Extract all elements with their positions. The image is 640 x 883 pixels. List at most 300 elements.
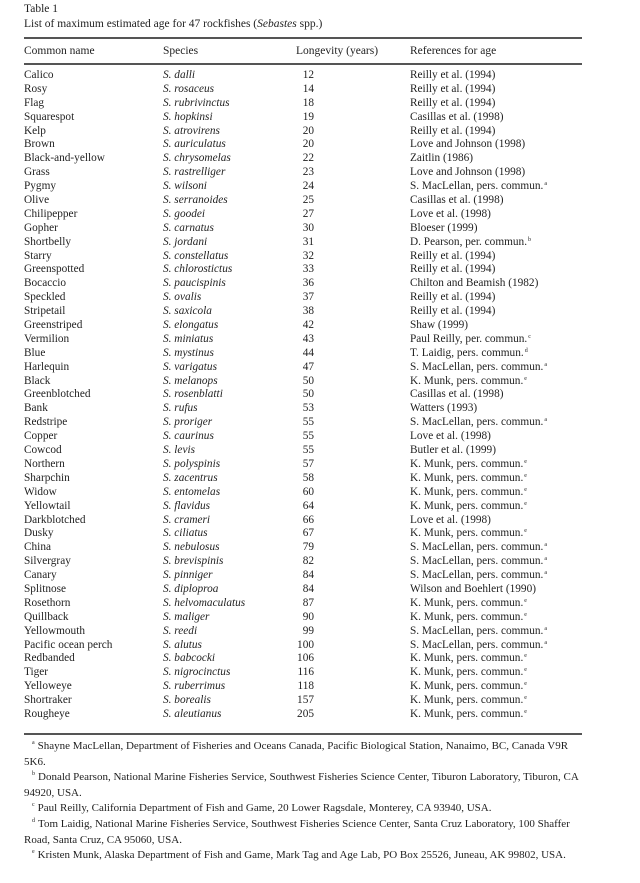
cell-reference — [410, 125, 495, 139]
cell-reference — [410, 639, 547, 653]
table-footnotes — [24, 739, 590, 864]
footnote — [24, 817, 590, 848]
cell-longevity: 22 — [302, 152, 314, 165]
cell-longevity: 57 — [302, 457, 314, 470]
reference-text: S. MacLellan, pers. commun. — [410, 624, 544, 637]
caption-prefix: List of maximum estimated age for 47 rockfishes ( — [24, 18, 258, 30]
cell-common-name: Northern — [24, 457, 65, 470]
cell-species: S. diploproa — [163, 582, 219, 595]
footnote-marker: e — [524, 472, 527, 479]
footnote-marker: a — [544, 625, 548, 632]
cell-reference — [410, 555, 547, 569]
cell-species: S. babcocki — [163, 652, 216, 665]
reference-text: Love et al. (1998) — [410, 430, 491, 443]
cell-reference — [410, 333, 531, 347]
footnote-marker: e — [524, 653, 527, 660]
cell-longevity: 38 — [302, 305, 314, 318]
reference-text: Love and Johnson (1998) — [410, 138, 526, 151]
cell-common-name: Stripetail — [24, 305, 66, 318]
cell-reference — [410, 472, 527, 486]
footnote — [24, 739, 590, 770]
cell-longevity: 30 — [302, 221, 314, 234]
cell-species: S. hopkinsi — [163, 110, 213, 123]
cell-species: S. nebulosus — [163, 541, 220, 554]
cell-reference — [410, 375, 527, 389]
cell-species: S. levis — [163, 444, 195, 457]
table-row — [0, 375, 640, 389]
table-row — [0, 694, 640, 708]
cell-species: S. auriculatus — [163, 138, 226, 151]
footnote-text: Tom Laidig, National Marine Fisheries Service, Southwest Fisheries Science Center, Santa Cruz Laboratory, 100 Shaffer Road, Santa Cruz, CA 95060, USA. — [24, 817, 570, 846]
footnote-marker: a — [544, 417, 548, 424]
reference-text: Reilly et al. (1994) — [410, 69, 496, 81]
cell-common-name: Shortbelly — [24, 235, 72, 248]
reference-text: K. Munk, pers. commun. — [410, 471, 524, 484]
cell-common-name: Quillback — [24, 610, 69, 623]
reference-text: S. MacLellan, pers. commun. — [410, 180, 544, 193]
footnote-mark: c — [32, 802, 35, 809]
cell-longevity: 42 — [302, 319, 314, 332]
reference-text: Shaw (1999) — [410, 319, 469, 332]
cell-longevity: 55 — [302, 416, 314, 429]
cell-reference — [410, 652, 527, 666]
footnote-marker: a — [544, 361, 548, 368]
cell-longevity: 157 — [297, 694, 314, 707]
cell-longevity: 82 — [302, 555, 314, 568]
cell-reference — [410, 708, 527, 722]
reference-text: Casillas et al. (1998) — [410, 110, 504, 123]
cell-common-name: China — [24, 541, 51, 554]
footnote-marker: e — [524, 375, 527, 382]
footnote-text: Paul Reilly, California Department of Fish and Game, 20 Lower Ragsdale, Monterey, CA 93940, USA. — [37, 802, 492, 815]
table-row — [0, 208, 640, 222]
cell-species: S. saxicola — [163, 305, 212, 318]
table-row — [0, 277, 640, 291]
footnote-marker: e — [524, 667, 527, 674]
table-row — [0, 125, 640, 139]
reference-text: K. Munk, pers. commun. — [410, 707, 524, 720]
cell-species: S. atrovirens — [163, 124, 220, 137]
cell-reference — [410, 597, 527, 611]
cell-reference — [410, 180, 547, 194]
cell-common-name: Bank — [24, 402, 48, 415]
cell-common-name: Redstripe — [24, 416, 68, 429]
cell-reference — [410, 458, 527, 472]
cell-longevity: 55 — [302, 444, 314, 457]
reference-text: K. Munk, pers. commun. — [410, 457, 524, 470]
footnote-marker: d — [524, 347, 528, 354]
cell-longevity: 44 — [302, 346, 314, 359]
cell-species: S. rosaceus — [163, 82, 215, 95]
cell-species: S. aleutianus — [163, 707, 222, 720]
cell-species: S. brevispinis — [163, 555, 224, 568]
table-row — [0, 263, 640, 277]
cell-species: S. dalli — [163, 69, 196, 81]
cell-common-name: Black — [24, 374, 51, 387]
table-row — [0, 500, 640, 514]
cell-common-name: Starry — [24, 249, 52, 262]
cell-longevity: 50 — [302, 388, 314, 401]
cell-species: S. paucispinis — [163, 277, 226, 290]
cell-common-name: Calico — [24, 69, 54, 81]
cell-species: S. melanops — [163, 374, 218, 387]
cell-reference — [410, 430, 491, 444]
cell-species: S. miniatus — [163, 332, 214, 345]
footnote-marker: e — [524, 681, 527, 688]
reference-text: Reilly et al. (1994) — [410, 249, 496, 262]
cell-reference — [410, 291, 495, 305]
cell-common-name: Yelloweye — [24, 680, 72, 693]
footnote — [24, 848, 590, 864]
table-row — [0, 69, 640, 83]
table-row — [0, 625, 640, 639]
cell-longevity: 50 — [302, 374, 314, 387]
table-row — [0, 402, 640, 416]
footnote-marker: a — [544, 542, 548, 549]
cell-longevity: 43 — [302, 332, 314, 345]
table-row — [0, 472, 640, 486]
cell-species: S. rufus — [163, 402, 198, 415]
cell-common-name: Widow — [24, 485, 57, 498]
reference-text: K. Munk, pers. commun. — [410, 680, 524, 693]
cell-species: S. goodei — [163, 207, 206, 220]
reference-text: Reilly et al. (1994) — [410, 96, 496, 109]
table-row — [0, 180, 640, 194]
footnote — [24, 770, 590, 801]
cell-reference — [410, 250, 495, 264]
reference-text: S. MacLellan, pers. commun. — [410, 360, 544, 373]
reference-text: Bloeser (1999) — [410, 221, 478, 234]
reference-text: Watters (1993) — [410, 402, 478, 415]
cell-longevity: 23 — [302, 166, 314, 179]
cell-longevity: 66 — [302, 513, 314, 526]
footnote-mark: e — [32, 849, 35, 856]
cell-reference — [410, 666, 527, 680]
reference-text: Love et al. (1998) — [410, 513, 491, 526]
table-row — [0, 514, 640, 528]
table-row — [0, 138, 640, 152]
table-row — [0, 444, 640, 458]
table-row — [0, 708, 640, 722]
reference-text: Reilly et al. (1994) — [410, 124, 496, 137]
table-bottom-rule — [24, 733, 582, 735]
cell-common-name: Blue — [24, 346, 46, 359]
cell-species: S. carnatus — [163, 221, 214, 234]
cell-longevity: 36 — [302, 277, 314, 290]
table-caption — [24, 17, 322, 31]
footnote-marker: a — [544, 570, 548, 577]
table-row — [0, 166, 640, 180]
cell-species: S. chlorostictus — [163, 263, 233, 276]
reference-text: S. MacLellan, pers. commun. — [410, 569, 544, 582]
reference-text: K. Munk, pers. commun. — [410, 499, 524, 512]
cell-common-name: Yellowtail — [24, 499, 71, 512]
cell-longevity: 53 — [302, 402, 314, 415]
cell-species: S. elongatus — [163, 319, 219, 332]
cell-longevity: 106 — [297, 652, 314, 665]
footnote-marker: e — [524, 458, 527, 465]
table-row — [0, 97, 640, 111]
footnote-marker: e — [524, 500, 527, 507]
cell-common-name: Canary — [24, 569, 57, 582]
cell-species: S. varigatus — [163, 360, 217, 373]
table-row — [0, 347, 640, 361]
cell-longevity: 12 — [302, 69, 314, 81]
cell-reference — [410, 263, 495, 277]
reference-text: Casillas et al. (1998) — [410, 194, 504, 207]
table-row — [0, 486, 640, 500]
table-row — [0, 291, 640, 305]
cell-common-name: Tiger — [24, 666, 49, 679]
cell-species: S. constellatus — [163, 249, 229, 262]
cell-common-name: Splitnose — [24, 582, 67, 595]
cell-longevity: 205 — [297, 707, 314, 720]
cell-reference — [410, 166, 525, 180]
cell-reference — [410, 222, 477, 236]
table-row — [0, 639, 640, 653]
table-header-row — [0, 44, 640, 58]
table-row — [0, 222, 640, 236]
cell-species: S. pinniger — [163, 569, 213, 582]
table-row — [0, 111, 640, 125]
cell-common-name: Sharpchin — [24, 471, 70, 484]
footnote-text: Shayne MacLellan, Department of Fisheries and Oceans Canada, Pacific Biological Station, Nanaimo, BC, Canada V9R 5K6. — [24, 740, 569, 768]
table-row — [0, 152, 640, 166]
cell-common-name: Squarespot — [24, 110, 75, 123]
caption-genus: Sebastes — [257, 18, 297, 30]
table-row — [0, 333, 640, 347]
cell-species: S. alutus — [163, 638, 202, 651]
cell-longevity: 99 — [302, 624, 314, 637]
cell-common-name: Rosy — [24, 82, 48, 95]
footnote-text: Kristen Munk, Alaska Department of Fish and Game, Mark Tag and Age Lab, PO Box 25526, Juneau, AK 99802, USA. — [37, 849, 566, 862]
cell-species: S. zacentrus — [163, 471, 218, 484]
cell-reference — [410, 97, 495, 111]
cell-longevity: 27 — [302, 207, 314, 220]
cell-longevity: 19 — [302, 110, 314, 123]
cell-longevity: 20 — [302, 124, 314, 137]
cell-common-name: Pacific ocean perch — [24, 638, 113, 651]
cell-common-name: Vermilion — [24, 332, 70, 345]
cell-reference — [410, 694, 527, 708]
footnote-marker: a — [544, 556, 548, 563]
footnote-mark: d — [32, 817, 35, 824]
cell-reference — [410, 236, 531, 250]
cell-longevity: 25 — [302, 194, 314, 207]
table-row — [0, 236, 640, 250]
cell-reference — [410, 208, 491, 222]
cell-species: S. flavidus — [163, 499, 211, 512]
cell-reference — [410, 83, 495, 97]
footnote-mark: b — [32, 771, 35, 778]
reference-text: S. MacLellan, pers. commun. — [410, 555, 544, 568]
table-row — [0, 680, 640, 694]
cell-reference — [410, 402, 477, 416]
reference-text: K. Munk, pers. commun. — [410, 610, 524, 623]
reference-text: T. Laidig, pers. commun. — [410, 346, 524, 359]
cell-reference — [410, 625, 547, 639]
cell-common-name: Gopher — [24, 221, 58, 234]
cell-longevity: 87 — [302, 596, 314, 609]
reference-text: Reilly et al. (1994) — [410, 263, 496, 276]
footnote-marker: e — [524, 708, 527, 715]
cell-common-name: Brown — [24, 138, 55, 151]
cell-longevity: 24 — [302, 180, 314, 193]
cell-common-name: Chilipepper — [24, 207, 78, 220]
footnote — [24, 801, 590, 817]
cell-longevity: 32 — [302, 249, 314, 262]
cell-species: S. helvomaculatus — [163, 596, 246, 609]
reference-text: Reilly et al. (1994) — [410, 291, 496, 304]
cell-common-name: Greenstriped — [24, 319, 83, 332]
footnote-marker: c — [528, 333, 531, 340]
cell-common-name: Silvergray — [24, 555, 71, 568]
table-row — [0, 583, 640, 597]
cell-species: S. crameri — [163, 513, 211, 526]
cell-longevity: 58 — [302, 471, 314, 484]
cell-reference — [410, 152, 473, 166]
table-row — [0, 430, 640, 444]
caption-suffix: spp.) — [296, 18, 323, 30]
cell-longevity: 100 — [297, 638, 314, 651]
cell-reference — [410, 138, 525, 152]
footnote-marker: b — [528, 236, 532, 243]
reference-text: Love and Johnson (1998) — [410, 166, 526, 179]
cell-longevity: 55 — [302, 430, 314, 443]
cell-common-name: Pygmy — [24, 180, 57, 193]
cell-species: S. nigrocinctus — [163, 666, 231, 679]
cell-species: S. borealis — [163, 694, 211, 707]
cell-reference — [410, 319, 468, 333]
reference-text: Butler et al. (1999) — [410, 444, 496, 457]
cell-common-name: Speckled — [24, 291, 66, 304]
reference-text: K. Munk, pers. commun. — [410, 485, 524, 498]
cell-reference — [410, 486, 527, 500]
cell-species: S. rosenblatti — [163, 388, 223, 401]
reference-text: Casillas et al. (1998) — [410, 388, 504, 401]
reference-text: K. Munk, pers. commun. — [410, 694, 524, 707]
cell-common-name: Greenspotted — [24, 263, 85, 276]
cell-common-name: Greenblotched — [24, 388, 91, 401]
table-row — [0, 541, 640, 555]
cell-longevity: 118 — [297, 680, 314, 693]
cell-reference — [410, 388, 504, 402]
table-row — [0, 83, 640, 97]
table-row — [0, 666, 640, 680]
cell-reference — [410, 111, 504, 125]
cell-reference — [410, 444, 496, 458]
table-header-rule — [24, 63, 582, 65]
footnote-marker: a — [544, 181, 548, 188]
reference-text: K. Munk, pers. commun. — [410, 596, 524, 609]
cell-species: S. serranoides — [163, 194, 228, 207]
header-longevity: Longevity (years) — [296, 45, 379, 57]
table-row — [0, 319, 640, 333]
cell-common-name: Harlequin — [24, 360, 70, 373]
cell-reference — [410, 69, 495, 83]
cell-common-name: Bocaccio — [24, 277, 67, 290]
table-row — [0, 250, 640, 264]
table-row — [0, 569, 640, 583]
reference-text: K. Munk, pers. commun. — [410, 527, 524, 540]
reference-text: K. Munk, pers. commun. — [410, 666, 524, 679]
cell-species: S. chrysomelas — [163, 152, 231, 165]
table-body — [0, 69, 640, 722]
table-row — [0, 458, 640, 472]
footnote-marker: e — [524, 528, 527, 535]
cell-common-name: Redbanded — [24, 652, 75, 665]
cell-species: S. entomelas — [163, 485, 221, 498]
cell-reference — [410, 680, 527, 694]
cell-common-name: Yellowmouth — [24, 624, 85, 637]
table-row — [0, 361, 640, 375]
cell-longevity: 84 — [302, 569, 314, 582]
footnote-mark: a — [32, 740, 35, 746]
reference-text: Reilly et al. (1994) — [410, 305, 496, 318]
reference-text: Chilton and Beamish (1982) — [410, 277, 539, 290]
header-species: Species — [163, 45, 199, 57]
footnote-text: Donald Pearson, National Marine Fisheries Service, Southwest Fisheries Science Center, Tiburon Laboratory, Tiburon, CA 94920, USA. — [24, 771, 579, 799]
cell-common-name: Grass — [24, 166, 50, 179]
cell-species: S. ovalis — [163, 291, 202, 304]
cell-longevity: 18 — [302, 96, 314, 109]
cell-common-name: Dusky — [24, 527, 54, 540]
table-row — [0, 388, 640, 402]
cell-longevity: 31 — [302, 235, 314, 248]
table-top-rule — [24, 37, 582, 39]
cell-common-name: Black-and-yellow — [24, 152, 105, 165]
cell-common-name: Darkblotched — [24, 513, 86, 526]
cell-species: S. ruberrimus — [163, 680, 226, 693]
reference-text: S. MacLellan, pers. commun. — [410, 416, 544, 429]
cell-reference — [410, 514, 491, 528]
cell-species: S. maliger — [163, 610, 210, 623]
cell-longevity: 84 — [302, 582, 314, 595]
cell-species: S. rastrelliger — [163, 166, 226, 179]
reference-text: K. Munk, pers. commun. — [410, 374, 524, 387]
cell-species: S. proriger — [163, 416, 213, 429]
cell-longevity: 14 — [302, 82, 314, 95]
table-row — [0, 416, 640, 430]
reference-text: Love et al. (1998) — [410, 207, 491, 220]
cell-longevity: 116 — [297, 666, 314, 679]
cell-species: S. wilsoni — [163, 180, 207, 193]
cell-reference — [410, 277, 538, 291]
cell-reference — [410, 541, 547, 555]
cell-longevity: 79 — [302, 541, 314, 554]
cell-species: S. rubrivinctus — [163, 96, 230, 109]
cell-species: S. jordani — [163, 235, 208, 248]
cell-common-name: Olive — [24, 194, 50, 207]
cell-reference — [410, 583, 536, 597]
cell-common-name: Rosethorn — [24, 596, 71, 609]
reference-text: Zaitlin (1986) — [410, 152, 474, 165]
reference-text: D. Pearson, per. commun. — [410, 235, 528, 248]
footnote-marker: e — [524, 486, 527, 493]
table-row — [0, 597, 640, 611]
reference-text: K. Munk, pers. commun. — [410, 652, 524, 665]
footnote-marker: a — [544, 639, 548, 646]
table-row — [0, 527, 640, 541]
cell-longevity: 67 — [302, 527, 314, 540]
cell-longevity: 64 — [302, 499, 314, 512]
cell-species: S. polyspinis — [163, 457, 221, 470]
header-references: References for age — [410, 45, 497, 57]
footnote-marker: e — [524, 695, 527, 702]
cell-longevity: 60 — [302, 485, 314, 498]
cell-common-name: Kelp — [24, 124, 46, 137]
cell-longevity: 47 — [302, 360, 314, 373]
